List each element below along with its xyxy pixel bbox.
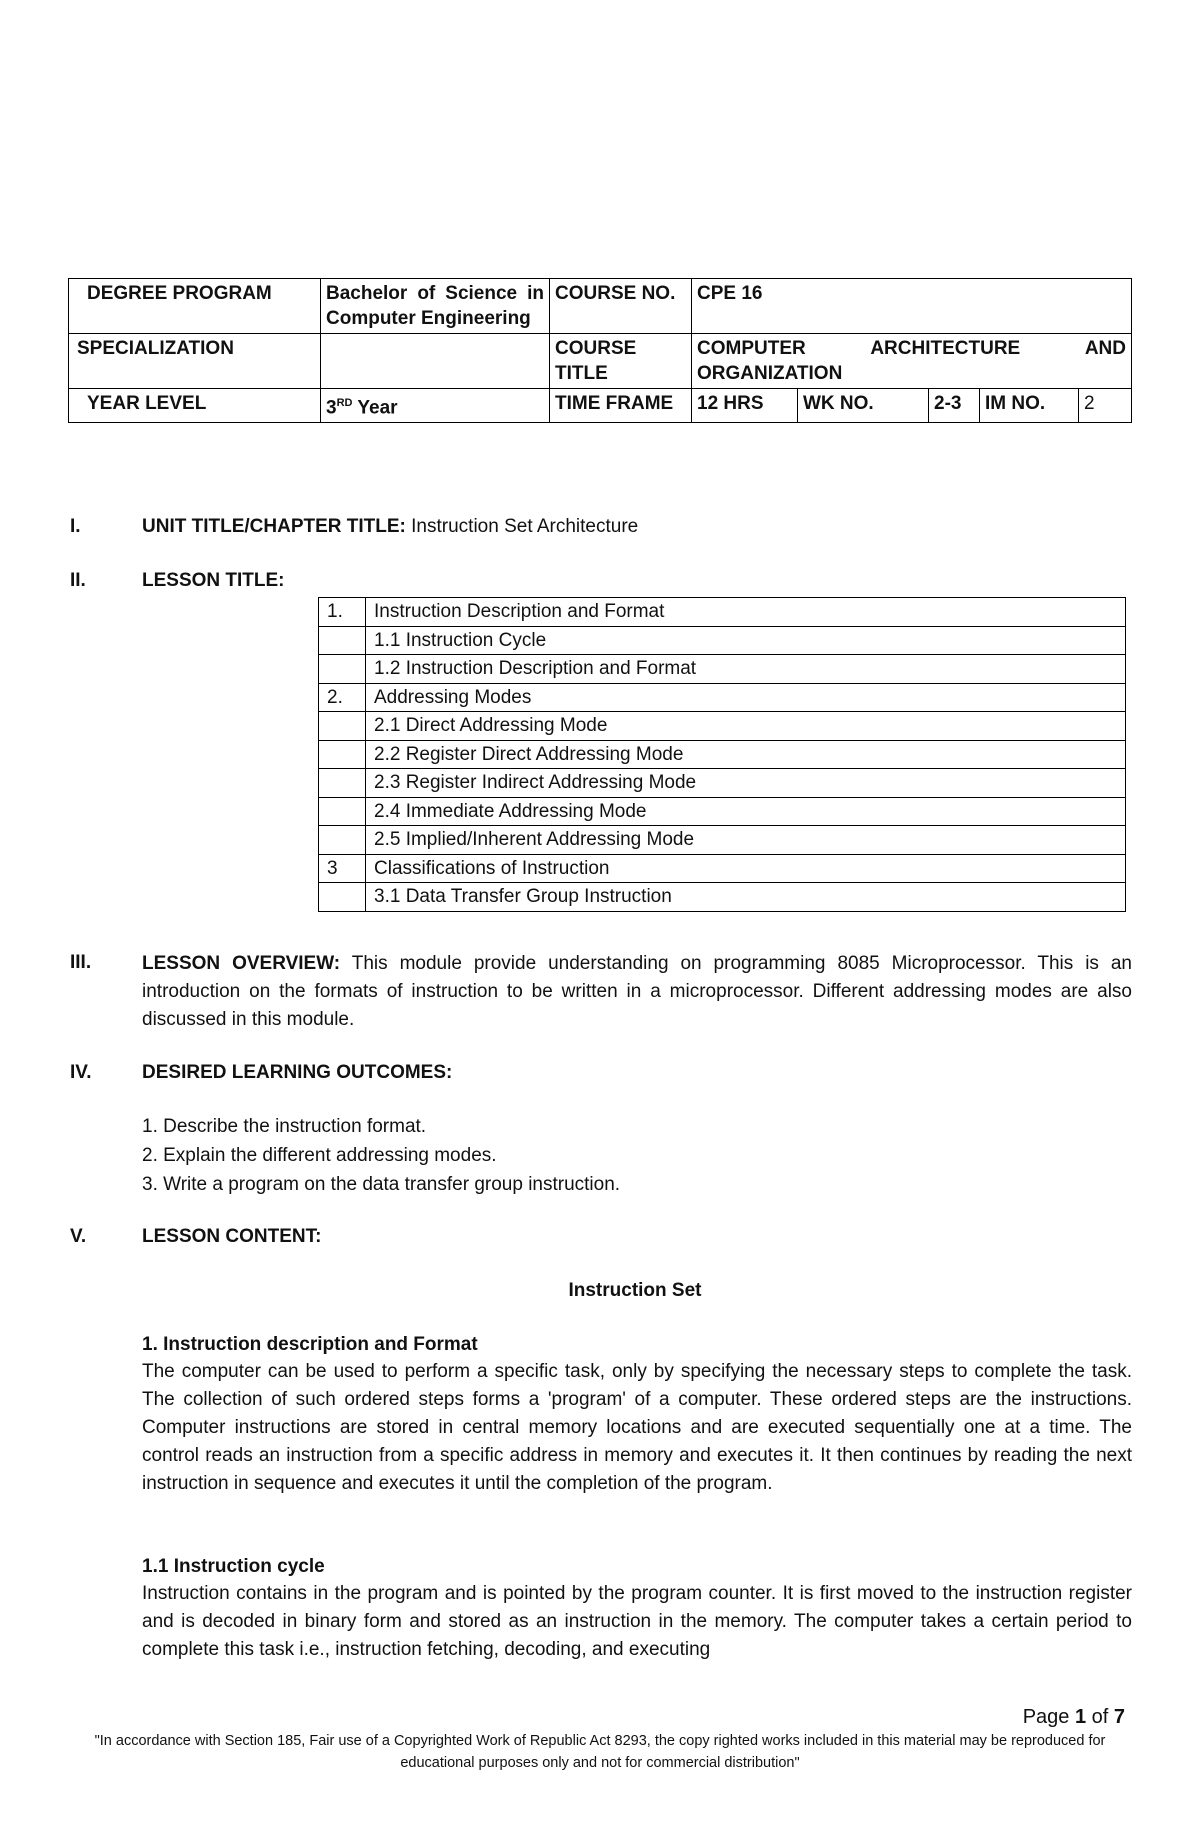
course-title-label: COURSE TITLE [550,334,692,389]
course-no-value: CPE 16 [692,279,1132,334]
lesson-number [319,626,366,655]
section-number: I. [70,516,81,537]
list-item: 3. Write a program on the data transfer group instruction. [142,1174,621,1195]
lesson-titles-table [318,597,1126,912]
course-info-table [68,278,1132,423]
section-number: II. [70,570,86,591]
section-label: LESSON CONTENT: [142,1226,322,1247]
instruction-format-paragraph: The computer can be used to perform a specific task, only by specifying the necessary steps to complete the task. The collection of such ordered steps forms a 'program' of a computer. These ordered steps are the instructions. Computer instructions are stored in central memory locations and are executed sequentially one at a time. The control reads an instruction from a specific address in memory and executes it. It then continues by reading the next instruction in sequence and executes it until the completion of the program. [142,1361,1132,1494]
table-row [319,854,1126,883]
year-level-word: Year [357,397,398,419]
lesson-number [319,655,366,684]
lesson-title: Instruction Description and Format [366,598,1126,627]
section-number: V. [70,1226,87,1247]
lesson-title: 3.1 Data Transfer Group Instruction [366,883,1126,912]
list-item: 1. Describe the instruction format. [142,1116,427,1137]
table-row [319,712,1126,741]
table-row [319,826,1126,855]
table-row [319,740,1126,769]
section-number: III. [70,952,92,973]
year-level-superscript: RD [336,397,353,409]
lesson-number: 2. [319,683,366,712]
lesson-overview-text: This module provide understanding on programming 8085 Microprocessor. This is an introduction on the formats of instruction to be written in a microprocessor. Different addressing modes are also discussed in this module. [142,953,1132,1030]
section-number: IV. [70,1062,92,1083]
section-label: LESSON TITLE: [142,570,285,591]
subheading-instruction-cycle: 1.1 Instruction cycle [142,1556,325,1577]
page-word: Page [1022,1706,1075,1728]
subheading-instruction-format: 1. Instruction description and Format [142,1334,478,1355]
lesson-title: 1.2 Instruction Description and Format [366,655,1126,684]
year-level-number: 3 [326,397,337,419]
lesson-title: 2.4 Immediate Addressing Mode [366,797,1126,826]
copyright-note: "In accordance with Section 185, Fair use of a Copyrighted Work of Republic Act 8293, the copy righted works included in this material may be reproduced for educational purposes only and not for commercial distribution" [94,1733,1106,1771]
page-of-word: of [1086,1706,1114,1728]
degree-program-label: DEGREE PROGRAM [69,279,321,334]
lesson-title: Classifications of Instruction [366,854,1126,883]
lesson-number: 1. [319,598,366,627]
lesson-number [319,797,366,826]
lesson-title: 2.2 Register Direct Addressing Mode [366,740,1126,769]
list-item: 2. Explain the different addressing modes. [142,1145,497,1166]
lesson-title: Addressing Modes [366,683,1126,712]
lesson-title: 2.3 Register Indirect Addressing Mode [366,769,1126,798]
time-frame-value: 12 HRS [692,389,798,423]
lesson-overview-paragraph [142,950,1132,1034]
lesson-number [319,883,366,912]
year-level-label: YEAR LEVEL [69,389,321,423]
time-frame-label: TIME FRAME [550,389,692,423]
lesson-number [319,712,366,741]
im-no-label: IM NO. [980,389,1079,423]
table-row [319,797,1126,826]
wk-no-label: WK NO. [798,389,929,423]
degree-program-value: Bachelor of Science in Computer Engineering [321,279,550,334]
table-row [319,655,1126,684]
specialization-value [321,334,550,389]
specialization-label: SPECIALIZATION [69,334,321,389]
outcomes-list [142,1112,620,1199]
lesson-number: 3 [319,854,366,883]
instruction-cycle-paragraph: Instruction contains in the program and is pointed by the program counter. It is first moved to the instruction register and is decoded in binary form and stored as an instruction in the memory. The computer takes a certain period to complete this task i.e., instruction fetching, decoding, and executing [142,1583,1132,1660]
table-row [319,683,1126,712]
section-label: UNIT TITLE/CHAPTER TITLE: [142,516,406,537]
table-row [319,626,1126,655]
table-row [319,769,1126,798]
section-label: LESSON OVERVIEW: [142,953,341,974]
page-number [1023,1706,1125,1729]
page-total: 7 [1113,1706,1125,1728]
unit-title-text: Instruction Set Architecture [405,516,639,537]
wk-no-value: 2-3 [929,389,980,423]
course-no-label: COURSE NO. [550,279,692,334]
course-title-value: COMPUTER ARCHITECTURE AND ORGANIZATION [692,334,1132,389]
lesson-title: 1.1 Instruction Cycle [366,626,1126,655]
page-current: 1 [1074,1706,1087,1728]
table-row [319,883,1126,912]
lesson-number [319,740,366,769]
lesson-title: 2.5 Implied/Inherent Addressing Mode [366,826,1126,855]
lesson-title: 2.1 Direct Addressing Mode [366,712,1126,741]
table-row [319,598,1126,627]
year-level-value [321,389,550,423]
im-no-value: 2 [1079,389,1132,423]
content-title: Instruction Set [568,1280,702,1301]
lesson-number [319,769,366,798]
section-label: DESIRED LEARNING OUTCOMES: [142,1062,453,1083]
lesson-number [319,826,366,855]
